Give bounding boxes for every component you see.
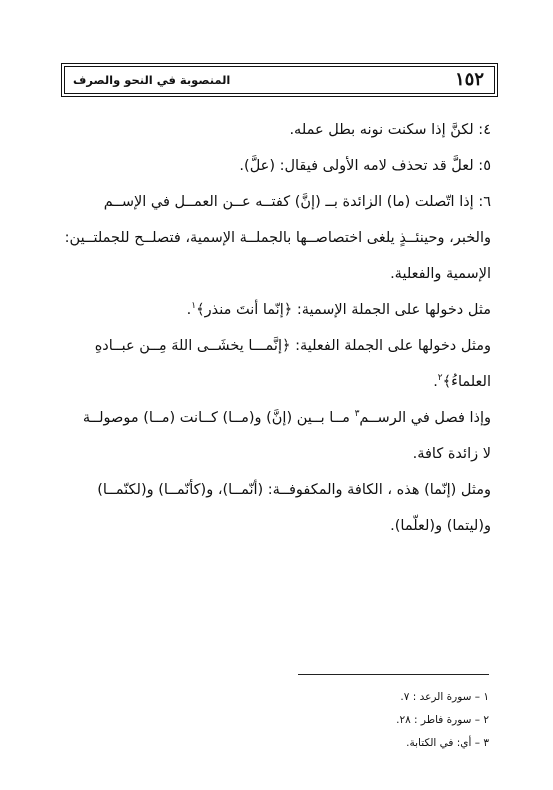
separation-text-a: وإذا فصل في الرســم: [359, 410, 491, 426]
example-nominal: [66, 292, 491, 328]
separation-text-b: مــا بــين (إنَّ) و(مــا) كــانت (مــا) موصولــة: [82, 410, 355, 426]
running-title: المنصوبة في النحو والصرف: [73, 73, 231, 87]
example-verbal-end: .: [433, 374, 438, 390]
similar-list-line-1: ومثل (إنّما) هذه ، الكافة والمكفوفــة: (أنّمــا)، و(كأنّمــا) و(لكنّمــا): [97, 482, 491, 498]
example-verbal-line-2: [66, 364, 491, 400]
example-verbal-text: العلماءُ﴾: [442, 374, 491, 390]
example-nominal-text: مثل دخولها على الجملة الإسمية: ﴿إنّما أنتَ منذر﴾: [196, 302, 491, 318]
rule-item-5: ٥: لعلَّ قد تحذف لامه الأولى فيقال: (علَّ).: [239, 158, 491, 174]
footnotes: [189, 686, 489, 755]
rule-item-6-line-3: الإسمية والفعلية.: [390, 266, 491, 282]
page-number: ١٥٢: [454, 69, 484, 90]
rule-item-4: ٤: لكنَّ إذا سكنت نونه بطل عمله.: [289, 122, 491, 138]
separation-line-1: [66, 400, 491, 436]
footnote-ref-2: ٢: [437, 373, 443, 384]
separation-line-2: لا زائدة كافة.: [412, 446, 491, 462]
footnote-ref-3: ٣: [354, 409, 360, 420]
footnote-ref-1: ١: [191, 301, 197, 312]
example-nominal-end: .: [186, 302, 192, 318]
footnote-1: ١ – سورة الرعد : ٧.: [400, 691, 489, 703]
rule-item-6-line-2: والخبر، وحينئــذٍ يلغى اختصاصــها بالجملــة الإسمية، فتصلــح للجملتــين:: [64, 230, 491, 246]
footnote-3: ٣ – أي: في الكتابة.: [406, 737, 489, 749]
example-verbal-line-1: ومثل دخولها على الجملة الفعلية: ﴿إنَّمـــا يخشَــى اللهَ مِــن عبــادهِ: [94, 338, 491, 354]
footnote-divider: [298, 674, 489, 675]
page-header: [64, 66, 495, 94]
rule-item-6-line-1: ٦: إذا اتّصلت (ما) الزائدة بــ (إنَّ) كفتــه عــن العمــل في الإســم: [103, 194, 491, 210]
similar-list-line-2: و(ليتما) و(لعلّما).: [390, 518, 491, 534]
footnote-2: ٢ – سورة فاطر : ٢٨.: [396, 714, 489, 726]
main-text: [66, 112, 491, 544]
